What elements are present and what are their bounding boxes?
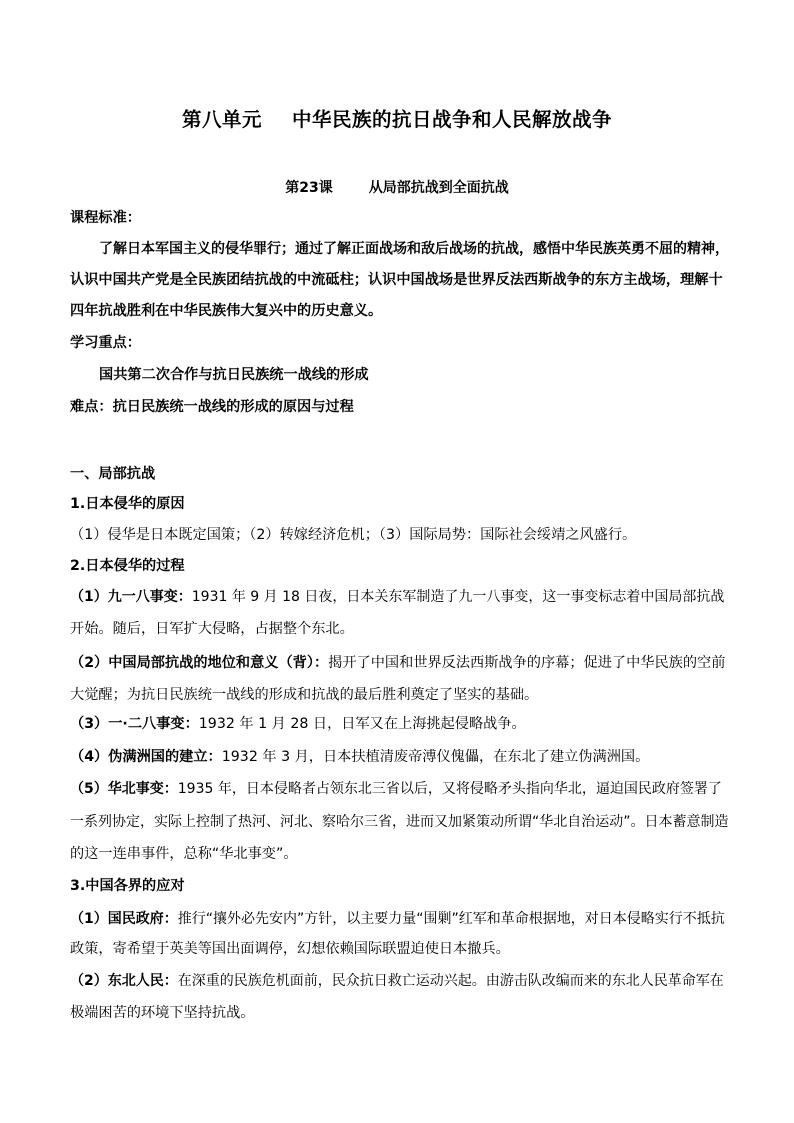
unit-number: 第八单元 bbox=[181, 108, 262, 131]
list-item-continued: 的这一连串事件，总称“华北事变”。 bbox=[70, 846, 298, 862]
list-item-continued: 一系列协定，实际上控制了热河、河北、察哈尔三省，进而又加紧策动所谓“华北自治运动”。日本蓄意制造 bbox=[70, 814, 729, 830]
list-item-continued: 政策，寄希望于英美等国出面调停，幻想依赖国际联盟迫使日本撤兵。 bbox=[70, 941, 510, 957]
unit-name: 中华民族的抗日战争和人民解放战争 bbox=[292, 108, 613, 131]
course-standard-line: 了解日本军国主义的侵华罪行；通过了解正面战场和敌后战场的抗战，感悟中华民族英勇不屈的精神， bbox=[99, 241, 729, 257]
lesson-title bbox=[0, 177, 794, 197]
subsection-heading: 2.日本侵华的过程 bbox=[70, 558, 185, 574]
difficulty-text: 难点：抗日民族统一战线的形成的原因与过程 bbox=[70, 399, 354, 415]
lesson-number: 第23课 bbox=[285, 180, 333, 196]
list-item-continued: 开始。随后，日军扩大侵略，占据整个东北。 bbox=[70, 621, 354, 637]
list-item: （1）九一八事变：1931 年 9 月 18 日夜，日本关东军制造了九一八事变，这一事变标志着中国局部抗战 bbox=[70, 589, 725, 605]
course-standard-line: 认识中国共产党是全民族团结抗战的中流砥柱；认识中国战场是世界反法西斯战争的东方主战场，理解十 bbox=[70, 272, 723, 288]
course-standard-line: 四年抗战胜利在中华民族伟大复兴中的历史意义。 bbox=[70, 303, 383, 319]
list-item: （5）华北事变：1935 年，日本侵略者占领东北三省以后，又将侵略矛头指向华北，逼迫国民政府签署了 bbox=[70, 781, 722, 797]
list-item: （2）东北人民：在深重的民族危机面前，民众抗日救亡运动兴起。由游击队改编而来的东北人民革命军在 bbox=[70, 973, 724, 989]
list-item: （3）一·二八事变：1932 年 1 月 28 日，日军又在上海挑起侵略战争。 bbox=[70, 716, 526, 732]
subsection-heading: 3.中国各界的应对 bbox=[70, 878, 185, 894]
reasons-text: （1）侵华是日本既定国策；（2）转嫁经济危机；（3）国际局势：国际社会绥靖之风盛行。 bbox=[70, 527, 637, 543]
list-item: （2）中国局部抗战的地位和意义（背）：揭开了中国和世界反法西斯战争的序幕；促进了中华民族的空前 bbox=[70, 655, 726, 671]
course-standard-heading: 课程标准： bbox=[70, 210, 141, 226]
list-item-continued: 大觉醒；为抗日民族统一战线的形成和抗战的最后胜利奠定了坚实的基础。 bbox=[70, 687, 539, 703]
key-points-text: 国共第二次合作与抗日民族统一战线的形成 bbox=[99, 367, 369, 383]
unit-title bbox=[0, 104, 794, 132]
subsection-heading: 1.日本侵华的原因 bbox=[70, 496, 185, 512]
list-item-continued: 极端困苦的环境下坚持抗战。 bbox=[70, 1005, 255, 1021]
lesson-name: 从局部抗战到全面抗战 bbox=[368, 180, 509, 196]
list-item: （1）国民政府：推行“攘外必先安内”方针，以主要力量“围剿”红军和革命根据地，对日本侵略实行不抵抗 bbox=[70, 911, 725, 927]
list-item: （4）伪满洲国的建立：1932 年 3 月，日本扶植清废帝溥仪傀儡，在东北了建立伪满洲国。 bbox=[70, 749, 650, 765]
section-heading: 一、局部抗战 bbox=[70, 466, 156, 482]
key-points-heading: 学习重点： bbox=[70, 335, 141, 351]
